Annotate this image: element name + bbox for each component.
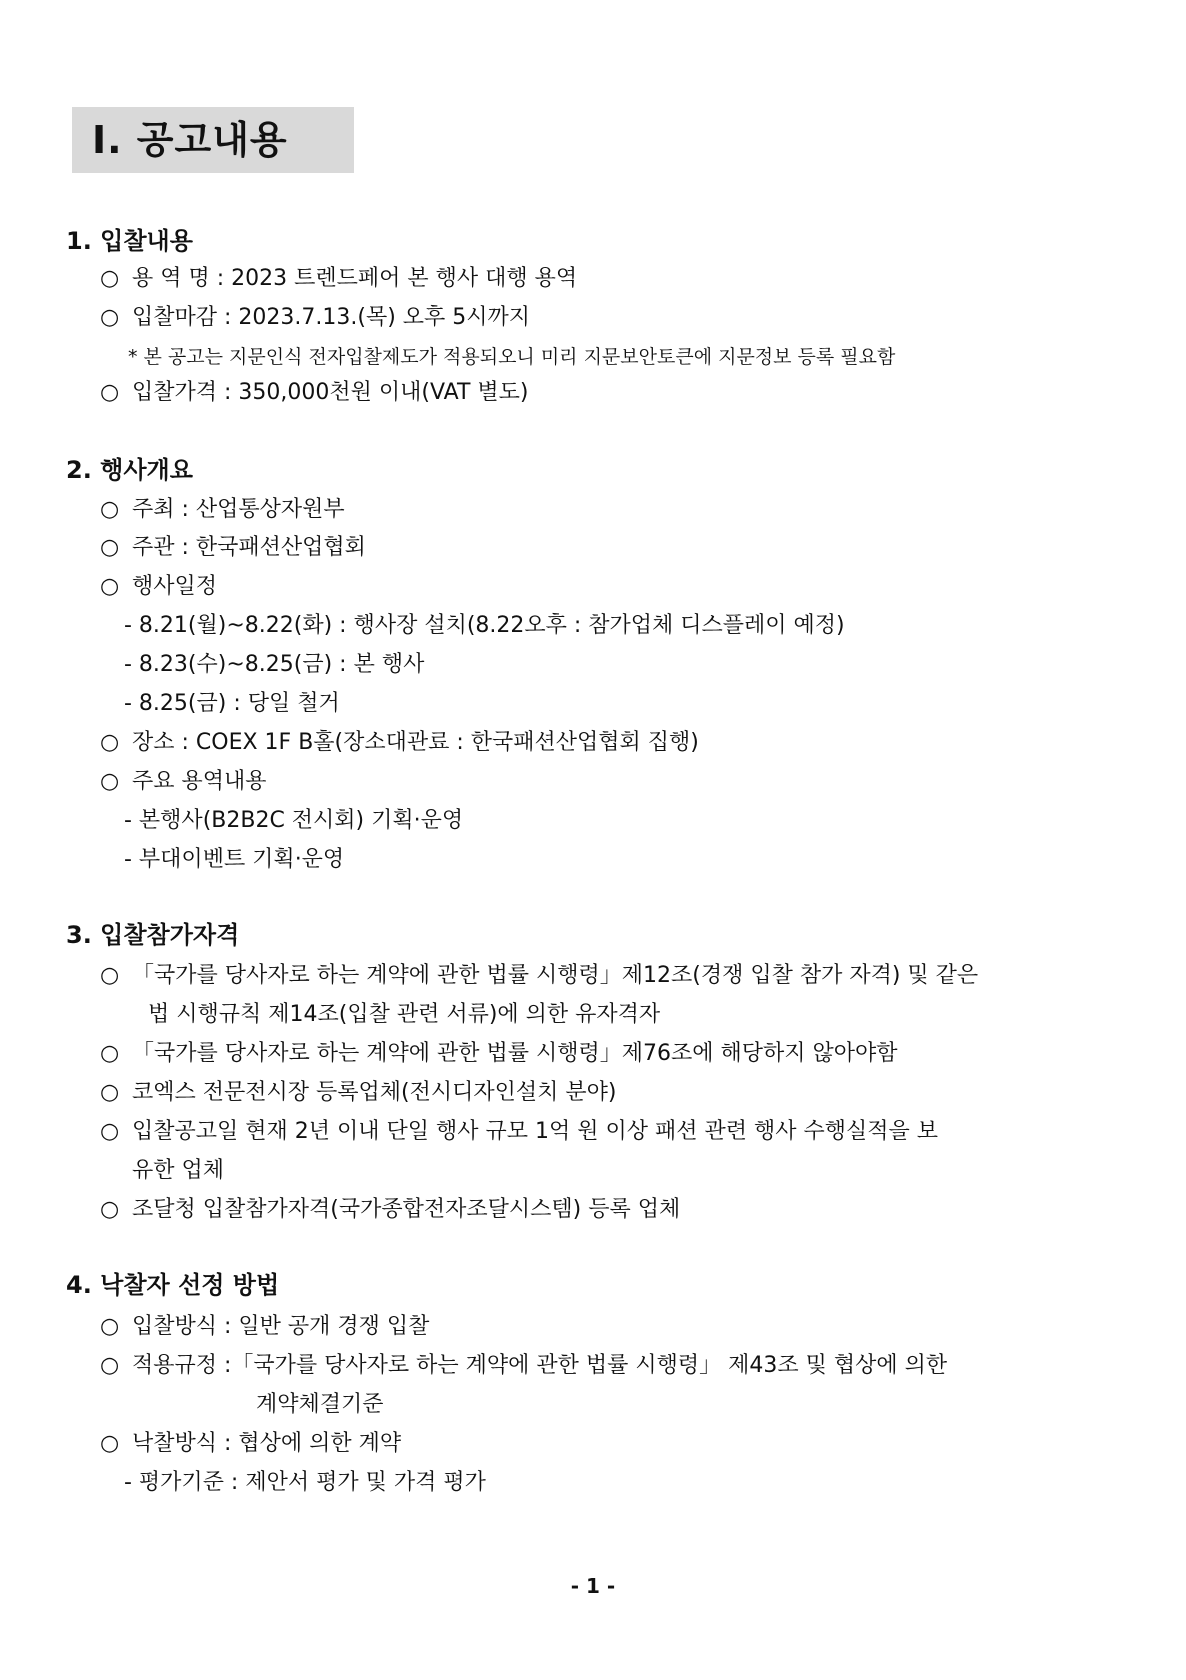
list-item-continuation: 법 시행규칙 제14조(입찰 관련 서류)에 의한 유자격자 xyxy=(148,1002,661,1027)
sub-item: - 8.23(수)~8.25(금) : 본 행사 xyxy=(124,652,425,677)
circle-bullet-icon: ○ xyxy=(100,305,120,330)
circle-bullet-icon: ○ xyxy=(100,1314,120,1339)
list-item-continuation: 계약체결기준 xyxy=(256,1392,384,1417)
list-item: ○ 코엑스 전문전시장 등록업체(전시디자인설치 분야) xyxy=(100,1078,616,1108)
note-text: * 본 공고는 지문인식 전자입찰제도가 적용되오니 미리 지문보안토큰에 지문정보 등록 필요함 xyxy=(128,346,896,368)
page-title: Ⅰ. 공고내용 xyxy=(92,118,288,162)
list-item: ○ 용 역 명 : 2023 트렌드페어 본 행사 대행 용역 xyxy=(100,264,577,294)
circle-bullet-icon: ○ xyxy=(100,497,120,522)
list-item: ○ 행사일정 xyxy=(100,572,217,602)
sub-item: - 8.21(월)~8.22(화) : 행사장 설치(8.22오후 : 참가업체 디스플레이 예정) xyxy=(124,613,845,638)
circle-bullet-icon: ○ xyxy=(100,1431,120,1456)
circle-bullet-icon: ○ xyxy=(100,535,120,560)
circle-bullet-icon: ○ xyxy=(100,1041,120,1066)
sub-item: - 8.25(금) : 당일 철거 xyxy=(124,691,340,716)
list-item: ○ 입찰마감 : 2023.7.13.(목) 오후 5시까지 xyxy=(100,303,530,333)
sub-item: - 본행사(B2B2C 전시회) 기획·운영 xyxy=(124,808,464,833)
circle-bullet-icon: ○ xyxy=(100,574,120,599)
section-heading: 3. 입찰참가자격 xyxy=(66,921,240,949)
sub-item: - 평가기준 : 제안서 평가 및 가격 평가 xyxy=(124,1470,486,1495)
page-number: - 1 - xyxy=(570,1574,616,1598)
list-item: ○ 「국가를 당사자로 하는 계약에 관한 법률 시행령」제12조(경쟁 입찰 참가 자격) 및 같은 xyxy=(100,961,978,991)
list-item: ○ 입찰공고일 현재 2년 이내 단일 행사 규모 1억 원 이상 패션 관련 행사 수행실적을 보 xyxy=(100,1117,938,1147)
section-heading: 4. 낙찰자 선정 방법 xyxy=(66,1271,280,1299)
list-item: ○ 주최 : 산업통상자원부 xyxy=(100,495,345,525)
section-heading: 2. 행사개요 xyxy=(66,456,193,484)
circle-bullet-icon: ○ xyxy=(100,1353,120,1378)
sub-item: - 부대이벤트 기획·운영 xyxy=(124,847,345,872)
list-item: ○ 주요 용역내용 xyxy=(100,767,267,797)
circle-bullet-icon: ○ xyxy=(100,266,120,291)
list-item: ○ 낙찰방식 : 협상에 의한 계약 xyxy=(100,1429,401,1459)
list-item: ○ 장소 : COEX 1F B홀(장소대관료 : 한국패션산업협회 집행) xyxy=(100,728,699,758)
circle-bullet-icon: ○ xyxy=(100,730,120,755)
circle-bullet-icon: ○ xyxy=(100,1119,120,1144)
list-item: ○ 적용규정 :「국가를 당사자로 하는 계약에 관한 법률 시행령」 제43조 및 협상에 의한 xyxy=(100,1351,947,1381)
list-item: ○ 주관 : 한국패션산업협회 xyxy=(100,533,366,563)
section-title-box xyxy=(72,107,354,173)
circle-bullet-icon: ○ xyxy=(100,769,120,794)
section-heading: 1. 입찰내용 xyxy=(66,227,193,255)
list-item: ○ 조달청 입찰참가자격(국가종합전자조달시스템) 등록 업체 xyxy=(100,1195,680,1225)
circle-bullet-icon: ○ xyxy=(100,380,120,405)
circle-bullet-icon: ○ xyxy=(100,1080,120,1105)
list-item: ○ 「국가를 당사자로 하는 계약에 관한 법률 시행령」제76조에 해당하지 않아야함 xyxy=(100,1039,898,1069)
circle-bullet-icon: ○ xyxy=(100,1197,120,1222)
circle-bullet-icon: ○ xyxy=(100,963,120,988)
list-item: ○ 입찰가격 : 350,000천원 이내(VAT 별도) xyxy=(100,378,528,408)
list-item: ○ 입찰방식 : 일반 공개 경쟁 입찰 xyxy=(100,1312,429,1342)
list-item-continuation: 유한 업체 xyxy=(132,1158,225,1183)
